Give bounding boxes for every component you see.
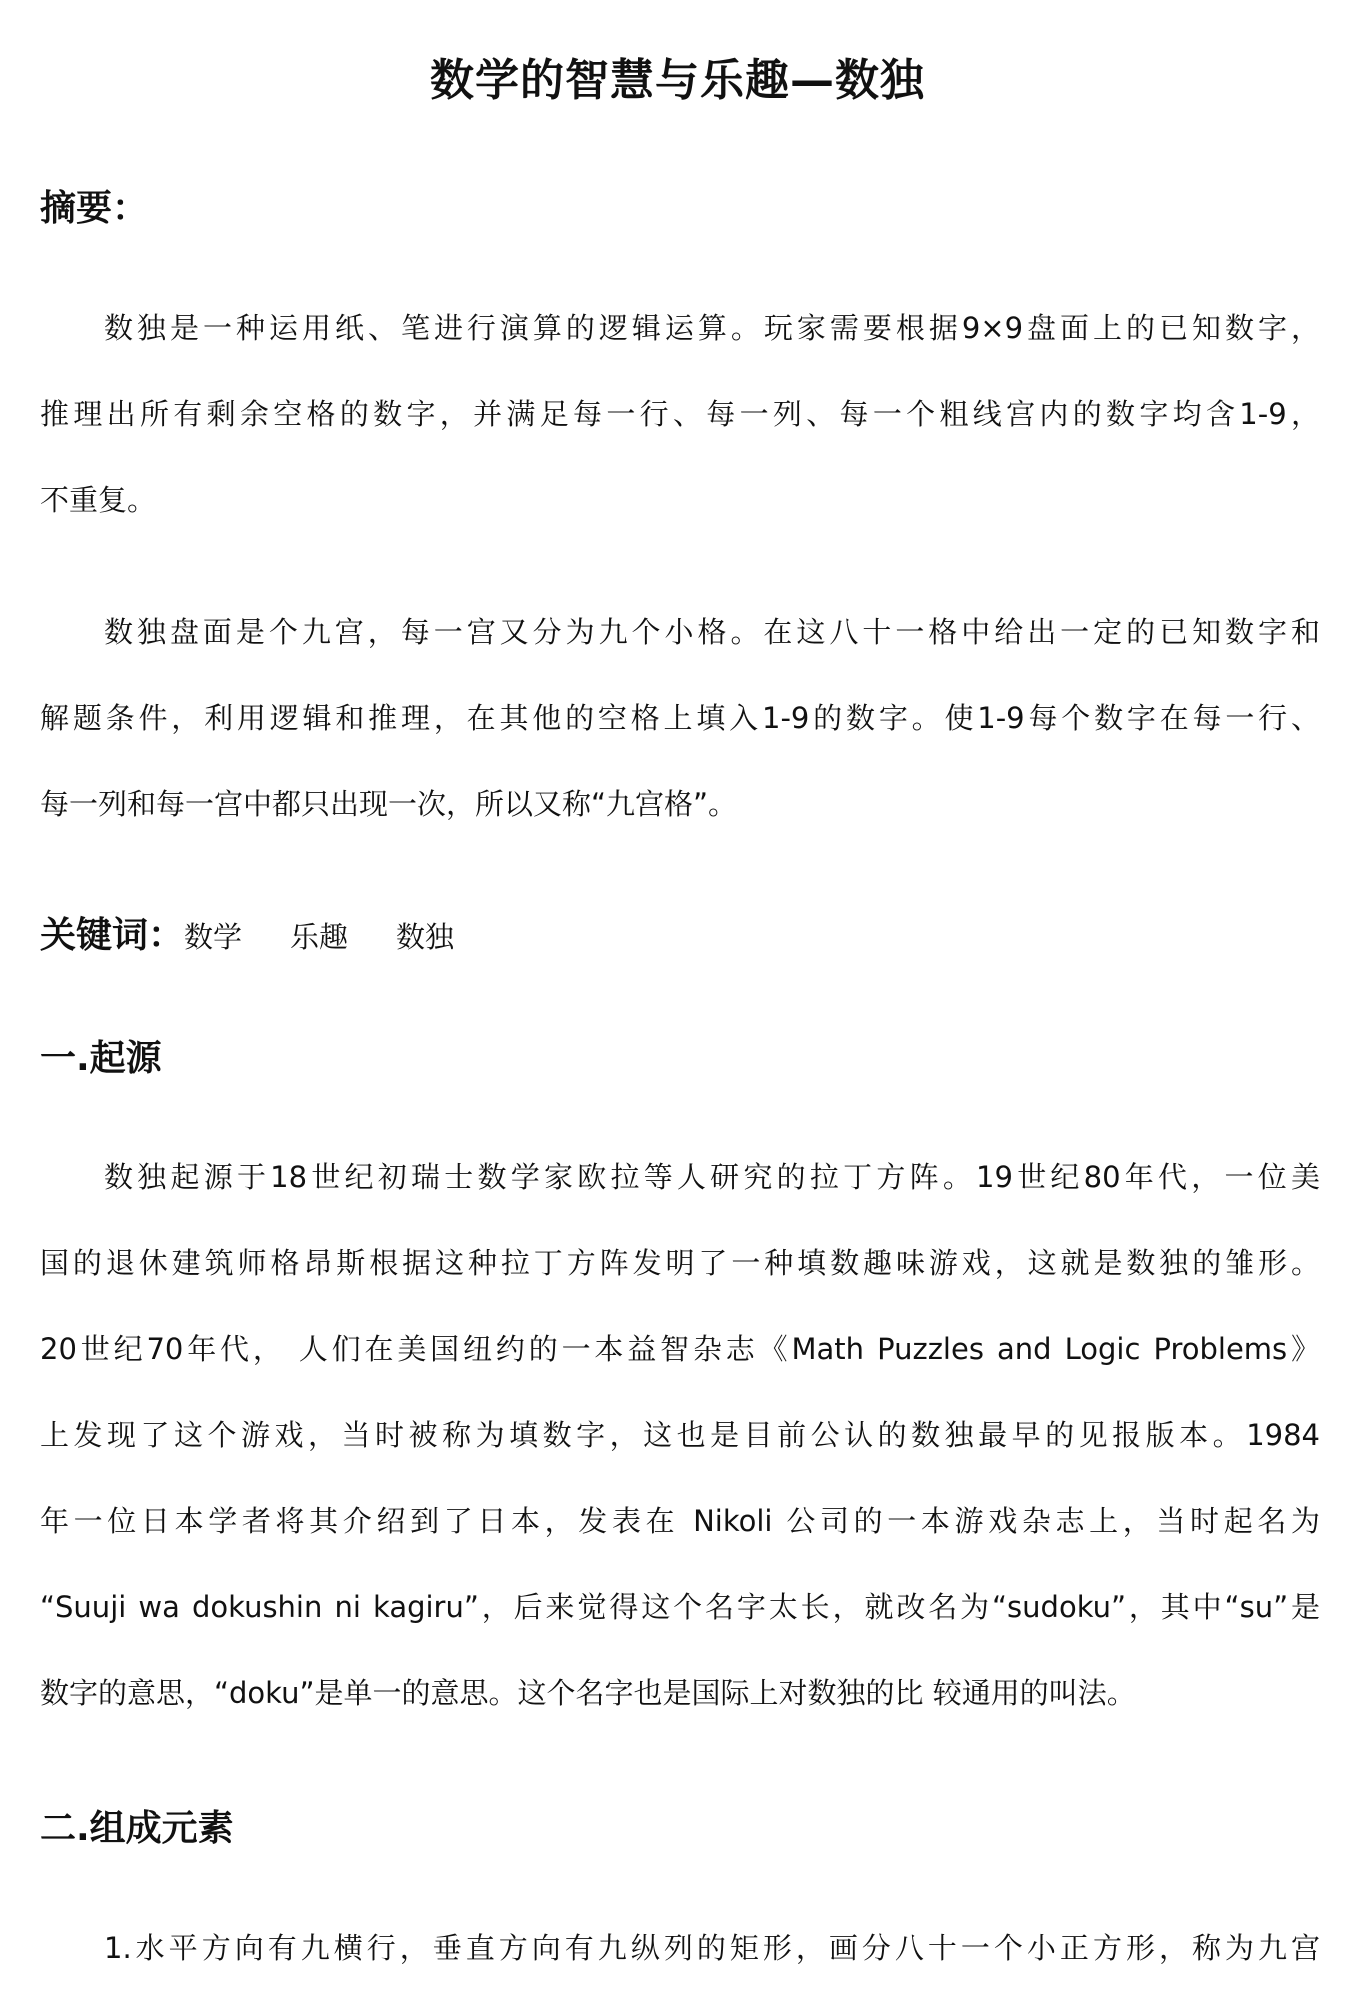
abstract-p1-line-1: 数独是一种运用纸、笔进行演算的逻辑运算。玩家需要根据9×9盘面上的已知数字， [104,311,1320,345]
origin-line-5: 年一位日本学者将其介绍到了日本，发表在 Nikoli 公司的一本游戏杂志上，当时起名为 [40,1504,1320,1538]
section-heading-elements: 二.组成元素 [40,1808,234,1849]
origin-line-6: “Suuji wa dokushin ni kagiru”，后来觉得这个名字太长，就改名为“sudoku”，其中“su”是 [40,1590,1320,1624]
keyword-item: 数学 [184,920,243,954]
origin-line-3: 20世纪70年代， 人们在美国纽约的一本益智杂志《Math Puzzles and Logic Problems》 [40,1332,1320,1366]
keyword-item: 乐趣 [290,920,349,954]
abstract-heading: 摘要： [40,188,149,229]
page-title: 数学的智慧与乐趣—数独 [430,55,925,106]
keyword-item: 数独 [396,920,455,954]
elements-line-1: 1.水平方向有九横行，垂直方向有九纵列的矩形，画分八十一个小正方形，称为九宫 [104,1931,1320,1965]
abstract-p1-line-3: 不重复。 [40,483,157,517]
keywords-label: 关键词： [40,915,185,956]
section-heading-origin: 一.起源 [40,1038,162,1079]
origin-line-2: 国的退休建筑师格昂斯根据这种拉丁方阵发明了一种填数趣味游戏，这就是数独的雏形。 [40,1246,1320,1280]
abstract-p2-line-3: 每一列和每一宫中都只出现一次，所以又称“九宫格”。 [40,787,738,821]
origin-line-7: 数字的意思，“doku”是单一的意思。这个名字也是国际上对数独的比 较通用的叫法。 [40,1676,1136,1710]
origin-line-1: 数独起源于18世纪初瑞士数学家欧拉等人研究的拉丁方阵。19世纪80年代，一位美 [104,1160,1320,1194]
abstract-p2-line-1: 数独盘面是个九宫，每一宫又分为九个小格。在这八十一格中给出一定的已知数字和 [104,615,1320,649]
abstract-p2-line-2: 解题条件，利用逻辑和推理，在其他的空格上填入1-9的数字。使1-9每个数字在每一行、 [40,701,1320,735]
abstract-p1-line-2: 推理出所有剩余空格的数字，并满足每一行、每一列、每一个粗线宫内的数字均含1-9， [40,397,1320,431]
keywords [40,907,502,958]
origin-line-4: 上发现了这个游戏，当时被称为填数字，这也是目前公认的数独最早的见报版本。1984 [40,1418,1320,1452]
